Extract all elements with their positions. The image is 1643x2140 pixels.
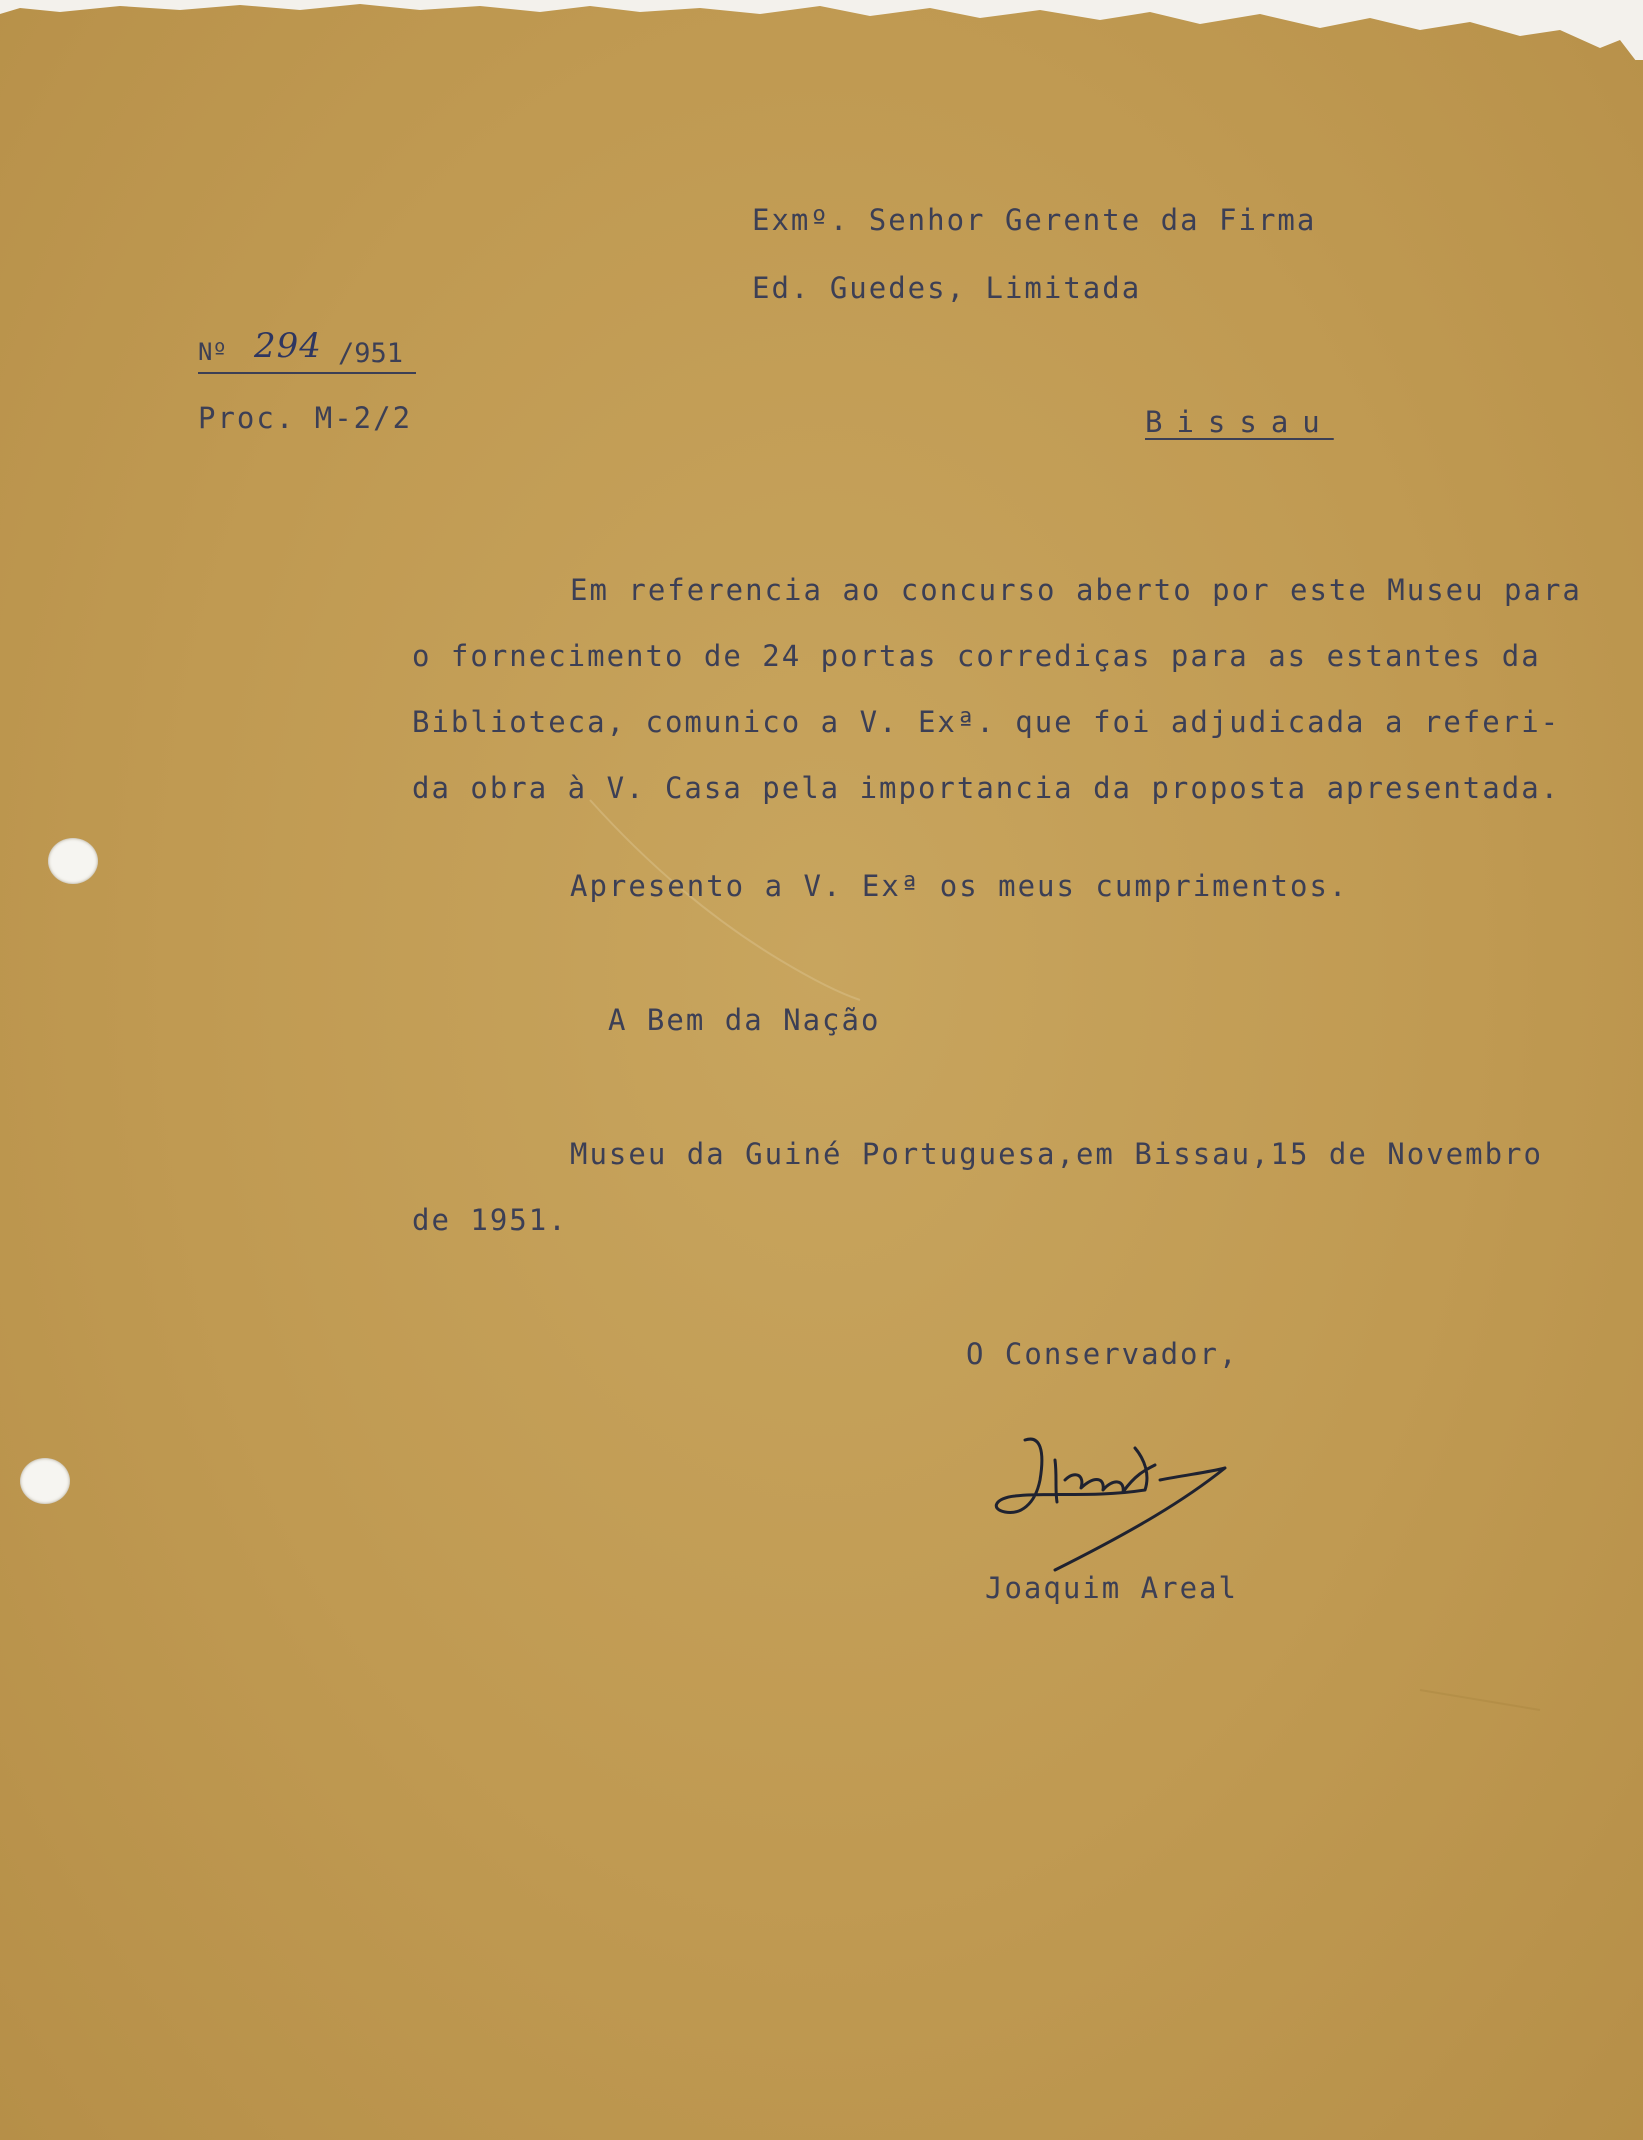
body-line-1: Em referencia ao concurso aberto por este Museu para xyxy=(570,573,1582,607)
process-number: Proc. M-2/2 xyxy=(198,401,413,435)
recipient-line-1: Exmº. Senhor Gerente da Firma xyxy=(752,203,1317,237)
body-line-4: da obra à V. Casa pela importancia da proposta apresentada. xyxy=(412,771,1561,805)
body-line-2: o fornecimento de 24 portas corrediças para as estantes da xyxy=(412,639,1541,673)
reference-number xyxy=(198,328,416,374)
salutation: A Bem da Nação xyxy=(608,1003,881,1037)
punch-hole-top xyxy=(48,838,98,884)
closing-line: Apresento a V. Exª os meus cumprimentos. xyxy=(570,869,1349,903)
signer-name: Joaquim Areal xyxy=(985,1571,1238,1605)
signer-title: O Conservador, xyxy=(966,1337,1239,1371)
reference-year: /951 xyxy=(338,338,404,369)
punch-hole-bottom xyxy=(20,1458,70,1504)
place-date-line-1: Museu da Guiné Portuguesa,em Bissau,15 de Novembro xyxy=(570,1137,1543,1171)
place-date-line-2: de 1951. xyxy=(412,1203,568,1237)
city-heading: Bissau xyxy=(1145,405,1334,439)
torn-top-edge xyxy=(0,0,1643,60)
reference-number-handwritten: 294 xyxy=(254,326,322,366)
handwritten-signature xyxy=(985,1420,1255,1590)
recipient-line-2: Ed. Guedes, Limitada xyxy=(752,271,1142,305)
reference-prefix: Nº xyxy=(198,338,227,366)
body-line-3: Biblioteca, comunico a V. Exª. que foi adjudicada a referi- xyxy=(412,705,1561,739)
